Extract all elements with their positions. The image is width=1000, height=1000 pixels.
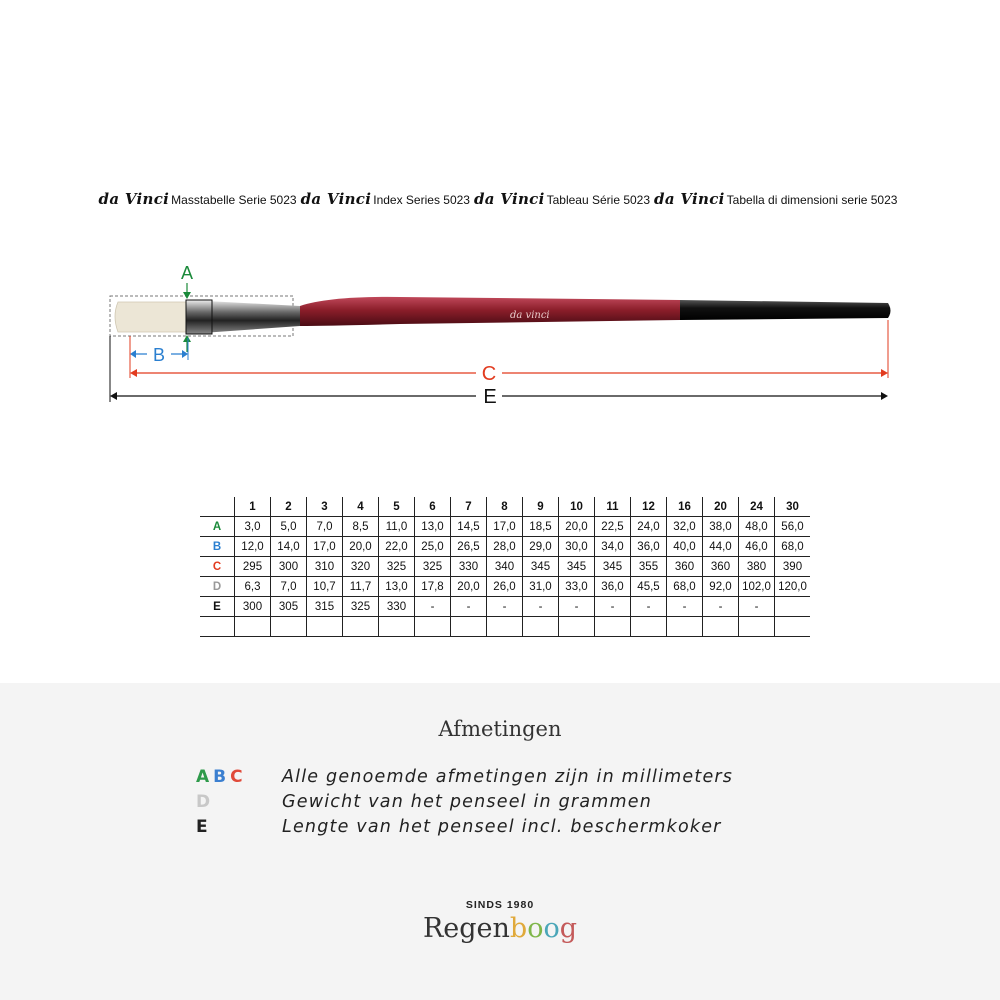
table-cell: 36,0 bbox=[631, 537, 667, 557]
size-header: 9 bbox=[523, 497, 559, 517]
table-cell: 17,8 bbox=[415, 577, 451, 597]
table-cell: 17,0 bbox=[307, 537, 343, 557]
table-cell: 24,0 bbox=[631, 517, 667, 537]
logo-accent-letter: b bbox=[509, 913, 528, 944]
table-cell: 48,0 bbox=[739, 517, 775, 537]
legend-row bbox=[196, 764, 733, 789]
legend-letter: D bbox=[196, 791, 215, 812]
table-cell bbox=[415, 617, 451, 637]
row-label: E bbox=[200, 597, 235, 617]
size-header: 4 bbox=[343, 497, 379, 517]
table-cell: 305 bbox=[271, 597, 307, 617]
row-label: A bbox=[200, 517, 235, 537]
size-header: 2 bbox=[271, 497, 307, 517]
table-cell bbox=[775, 597, 811, 617]
legend bbox=[196, 764, 733, 839]
table-cell: 31,0 bbox=[523, 577, 559, 597]
table-cell: 340 bbox=[487, 557, 523, 577]
label-b: B bbox=[152, 345, 166, 365]
table-cell bbox=[667, 617, 703, 637]
row-label: D bbox=[200, 577, 235, 597]
table-cell: - bbox=[667, 597, 703, 617]
logo-accent-letter: o bbox=[527, 913, 544, 944]
handle-brand-text: da vinci bbox=[510, 310, 550, 321]
logo-since: SINDS 1980 bbox=[465, 899, 535, 911]
table-cell: 6,3 bbox=[235, 577, 271, 597]
table-cell: 45,5 bbox=[631, 577, 667, 597]
legend-title: Afmetingen bbox=[438, 717, 562, 741]
logo-name-accent bbox=[510, 913, 577, 944]
table-cell: 360 bbox=[703, 557, 739, 577]
table-row bbox=[200, 557, 810, 577]
table-cell: 10,7 bbox=[307, 577, 343, 597]
size-header: 1 bbox=[235, 497, 271, 517]
table-cell: 7,0 bbox=[271, 577, 307, 597]
table-cell: 315 bbox=[307, 597, 343, 617]
brand-logo: da Vinci bbox=[473, 190, 545, 208]
row-label: B bbox=[200, 537, 235, 557]
table-row bbox=[200, 577, 810, 597]
size-header: 5 bbox=[379, 497, 415, 517]
legend-letter: C bbox=[230, 766, 247, 787]
legend-text: Lengte van het penseel incl. beschermkoker bbox=[282, 816, 722, 837]
legend-text: Alle genoemde afmetingen zijn in millimeters bbox=[282, 766, 734, 787]
table-cell: 325 bbox=[415, 557, 451, 577]
table-cell: 12,0 bbox=[235, 537, 271, 557]
table-cell bbox=[235, 617, 271, 637]
handle-black bbox=[680, 300, 891, 320]
logo-name-start: Regen bbox=[422, 913, 510, 944]
logo-accent-letter: o bbox=[543, 913, 560, 944]
table-cell: 11,7 bbox=[343, 577, 379, 597]
table-header-row bbox=[200, 497, 810, 517]
table-row bbox=[200, 517, 810, 537]
table-cell: 20,0 bbox=[559, 517, 595, 537]
table-cell: 20,0 bbox=[451, 577, 487, 597]
size-header: 30 bbox=[775, 497, 811, 517]
series-title: Index Series 5023 bbox=[373, 193, 470, 207]
size-header: 11 bbox=[595, 497, 631, 517]
table-cell: 22,0 bbox=[379, 537, 415, 557]
table-cell: 36,0 bbox=[595, 577, 631, 597]
table-cell: 13,0 bbox=[379, 577, 415, 597]
table-cell: 120,0 bbox=[775, 577, 811, 597]
table-cell: 3,0 bbox=[235, 517, 271, 537]
table-cell: 22,5 bbox=[595, 517, 631, 537]
table-cell: 310 bbox=[307, 557, 343, 577]
series-header bbox=[0, 190, 1000, 208]
table-cell bbox=[775, 617, 811, 637]
table-cell: 390 bbox=[775, 557, 811, 577]
legend-letter: B bbox=[213, 766, 231, 787]
table-cell: 380 bbox=[739, 557, 775, 577]
brush-diagram bbox=[0, 250, 1000, 420]
table-cell: 34,0 bbox=[595, 537, 631, 557]
table-cell: 26,5 bbox=[451, 537, 487, 557]
table-cell bbox=[271, 617, 307, 637]
table-cell bbox=[487, 617, 523, 637]
table-cell: 92,0 bbox=[703, 577, 739, 597]
table-cell: 26,0 bbox=[487, 577, 523, 597]
row-label: C bbox=[200, 557, 235, 577]
size-header: 7 bbox=[451, 497, 487, 517]
label-c: C bbox=[481, 363, 497, 385]
table-cell: 68,0 bbox=[667, 577, 703, 597]
table-cell bbox=[595, 617, 631, 637]
table-cell: 38,0 bbox=[703, 517, 739, 537]
table-cell: 68,0 bbox=[775, 537, 811, 557]
row-label bbox=[200, 617, 235, 637]
table-cell: 345 bbox=[559, 557, 595, 577]
table-cell: 33,0 bbox=[559, 577, 595, 597]
table-cell: 355 bbox=[631, 557, 667, 577]
size-header: 12 bbox=[631, 497, 667, 517]
label-e: E bbox=[483, 386, 497, 408]
brand-logo: da Vinci bbox=[654, 190, 725, 208]
table-cell: 11,0 bbox=[379, 517, 415, 537]
table-cell bbox=[343, 617, 379, 637]
table-cell: 300 bbox=[235, 597, 271, 617]
size-header: 16 bbox=[667, 497, 703, 517]
legend-text: Gewicht van het penseel in grammen bbox=[282, 791, 652, 812]
table-cell bbox=[451, 617, 487, 637]
table-cell: 300 bbox=[271, 557, 307, 577]
size-header: 6 bbox=[415, 497, 451, 517]
size-header: 3 bbox=[307, 497, 343, 517]
table-row bbox=[200, 617, 810, 637]
brand-logo: da Vinci bbox=[300, 190, 372, 208]
table-cell: 345 bbox=[595, 557, 631, 577]
table-cell: 20,0 bbox=[343, 537, 379, 557]
table-cell: - bbox=[523, 597, 559, 617]
table-cell bbox=[379, 617, 415, 637]
legend-letters bbox=[196, 792, 282, 812]
series-title: Masstabelle Serie 5023 bbox=[171, 193, 297, 207]
legend-letter: A bbox=[196, 766, 214, 787]
table-cell: - bbox=[451, 597, 487, 617]
table-cell: - bbox=[559, 597, 595, 617]
ferrule-tip bbox=[186, 300, 212, 334]
table-cell: 29,0 bbox=[523, 537, 559, 557]
table-cell: - bbox=[631, 597, 667, 617]
table-cell: - bbox=[595, 597, 631, 617]
table-cell: 325 bbox=[379, 557, 415, 577]
table-cell: 295 bbox=[235, 557, 271, 577]
table-cell bbox=[523, 617, 559, 637]
table-cell bbox=[739, 617, 775, 637]
table-cell bbox=[631, 617, 667, 637]
table-cell: 14,0 bbox=[271, 537, 307, 557]
table-cell: 320 bbox=[343, 557, 379, 577]
series-title: Tableau Série 5023 bbox=[546, 193, 651, 207]
size-header: 8 bbox=[487, 497, 523, 517]
table-cell: 102,0 bbox=[739, 577, 775, 597]
table-cell: 32,0 bbox=[667, 517, 703, 537]
table-cell: 46,0 bbox=[739, 537, 775, 557]
table-cell: 345 bbox=[523, 557, 559, 577]
legend-letter: E bbox=[196, 816, 212, 837]
size-header: 24 bbox=[739, 497, 775, 517]
table-cell: 40,0 bbox=[667, 537, 703, 557]
legend-letters bbox=[196, 767, 282, 787]
brand-logo: da Vinci bbox=[98, 190, 170, 208]
legend-row bbox=[196, 814, 733, 839]
table-cell: 14,5 bbox=[451, 517, 487, 537]
table-cell: 8,5 bbox=[343, 517, 379, 537]
label-a: A bbox=[180, 263, 194, 283]
table-cell: - bbox=[415, 597, 451, 617]
table-corner bbox=[200, 497, 235, 517]
table-cell: 13,0 bbox=[415, 517, 451, 537]
table-cell: - bbox=[487, 597, 523, 617]
logo bbox=[0, 913, 1000, 944]
table-cell: 330 bbox=[379, 597, 415, 617]
table-cell: 5,0 bbox=[271, 517, 307, 537]
size-header: 10 bbox=[559, 497, 595, 517]
legend-row bbox=[196, 789, 733, 814]
table-row bbox=[200, 597, 810, 617]
table-cell: - bbox=[703, 597, 739, 617]
table-cell: 30,0 bbox=[559, 537, 595, 557]
table-cell: 56,0 bbox=[775, 517, 811, 537]
size-header: 20 bbox=[703, 497, 739, 517]
handle-red bbox=[300, 297, 680, 326]
table-cell: 44,0 bbox=[703, 537, 739, 557]
table-cell bbox=[559, 617, 595, 637]
series-title: Tabella di dimensioni serie 5023 bbox=[726, 193, 898, 207]
table-cell: 18,5 bbox=[523, 517, 559, 537]
table-cell bbox=[703, 617, 739, 637]
table-row bbox=[200, 537, 810, 557]
table-cell: 330 bbox=[451, 557, 487, 577]
table-cell: 25,0 bbox=[415, 537, 451, 557]
table-cell: 325 bbox=[343, 597, 379, 617]
table-cell: - bbox=[739, 597, 775, 617]
table-cell: 28,0 bbox=[487, 537, 523, 557]
logo-accent-letter: g bbox=[559, 913, 578, 944]
table-cell: 7,0 bbox=[307, 517, 343, 537]
bristles bbox=[115, 302, 188, 332]
legend-letters bbox=[196, 817, 282, 837]
dimensions-table bbox=[200, 497, 810, 637]
table-cell: 17,0 bbox=[487, 517, 523, 537]
table-cell bbox=[307, 617, 343, 637]
table-cell: 360 bbox=[667, 557, 703, 577]
